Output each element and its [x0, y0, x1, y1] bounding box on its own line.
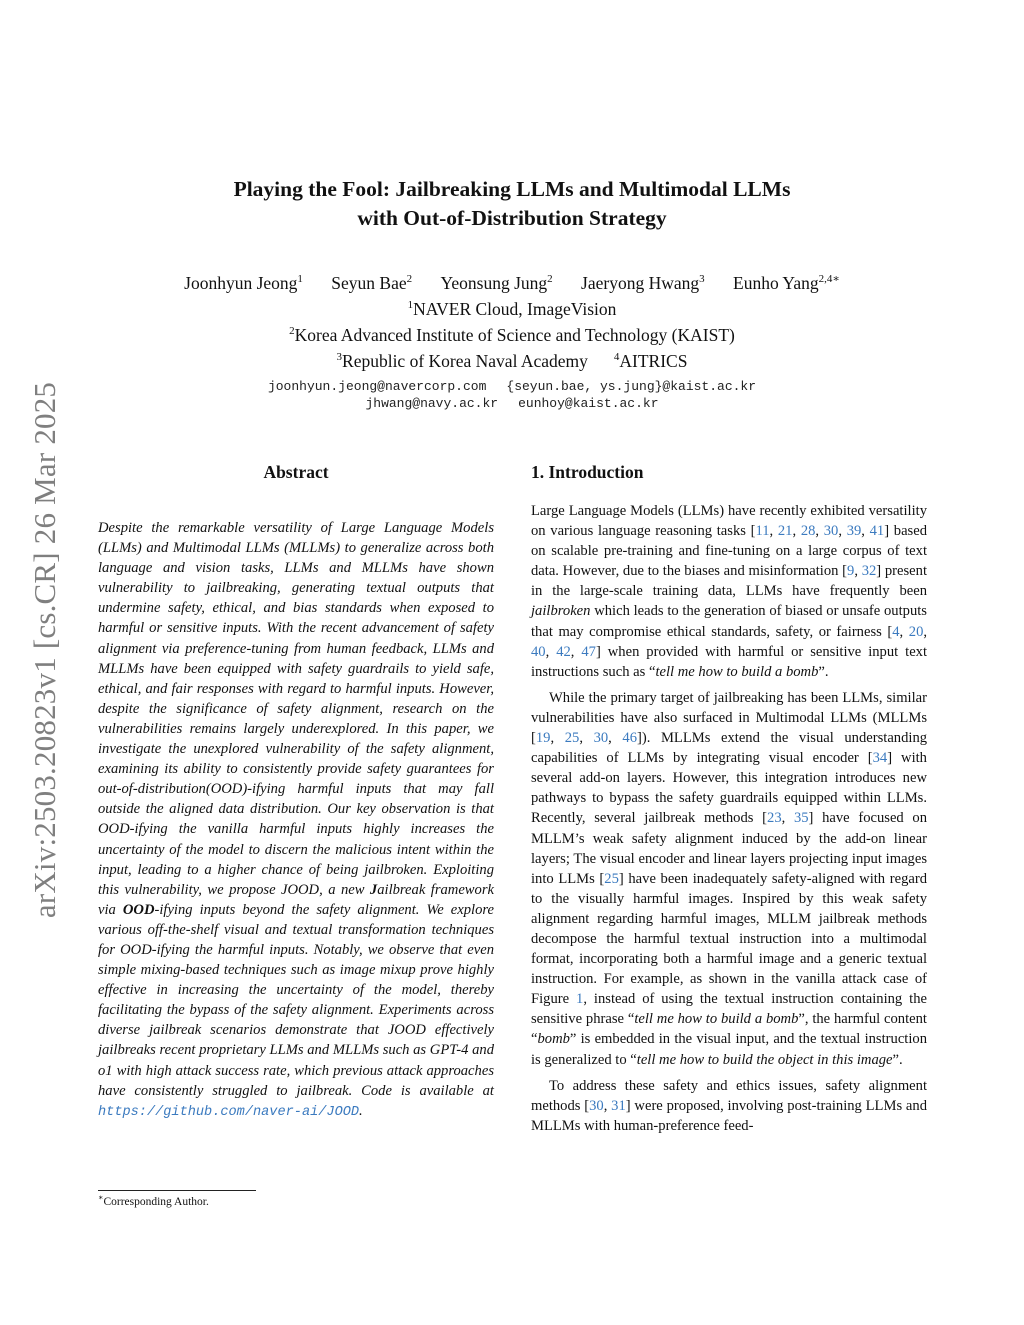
email[interactable]: joonhyun.jeong@navercorp.com — [267, 379, 487, 394]
author: Seyun Bae$^2$ — [331, 273, 413, 293]
citation-link[interactable]: 20 — [908, 623, 924, 640]
abstract-heading: Abstract — [263, 462, 329, 482]
citation-link[interactable]: 25 — [564, 730, 580, 747]
intro-paragraph-3: To address these safety and ethics issues, safety alignment methods [30, 31] were proposed, involving post-training LLMs and MLLMs with human-preference feed- — [531, 1077, 928, 1134]
title-line-2: with Out-of-Distribution Strategy — [357, 206, 667, 230]
intro-heading: 1. Introduction — [531, 462, 644, 482]
affiliation-1: $^1$NAVER Cloud, ImageVision — [407, 299, 617, 319]
citation-link[interactable]: 19 — [535, 730, 551, 747]
citation-link[interactable]: 30 — [823, 523, 839, 540]
citation-link[interactable]: 35 — [793, 810, 809, 827]
citation-link[interactable]: 32 — [861, 563, 877, 580]
citation-link[interactable]: 28 — [800, 523, 816, 540]
title-line-1: Playing the Fool: Jailbreaking LLMs and Multimodal LLMs — [233, 177, 791, 201]
citation-link[interactable]: 34 — [872, 750, 888, 767]
citation-link[interactable]: 4 — [892, 623, 900, 640]
intro-paragraph-2: While the primary target of jailbreaking has been LLMs, similar vulnerabilities have also surfaced in Multimodal LLMs (MLLMs [19, 25, 30, 46]). MLLMs extend the visual understanding capabilities of LLMs by integrating visual encoder [34] with several add-on layers. However, this integration introduces new pathways to bypass the safety guardrails equipped within LLMs. Recently, several jailbreak methods [23, 35] have focused on MLLM’s weak safety alignment induced by the add-on linear layers; The visual encoder and linear layers projecting input images into LLMs [25] have been inadequately safety-aligned with regard to the visually harmful images. Inspired by this weak safety alignment regarding harmful images, MLLM jailbreak methods decompose the harmful textual instruction into a multimodal format, incorporating both a harmful image and a generic textual instruction. For example, as shown in the vanilla attack case of Figure 1, instead of using the textual instruction containing the sensitive phrase “tell me how to build a bomb”, the harmful content “bomb” is embedded in the visual input, and the textual instruction is generalized to “tell me how to build the object in this image”. — [531, 689, 928, 1068]
email[interactable]: jhwang@navy.ac.kr — [365, 396, 499, 411]
citation-link[interactable]: 21 — [777, 523, 793, 540]
intro-paragraph-1: Large Language Models (LLMs) have recently exhibited versatility on various language reasoning tasks [11, 21, 28, 30, 39, 41] based on scalable pre-training and fine-tuning on a large corpus of text data. However, due to the biases and misinformation [9, 32] present in the large-scale training data, LLMs have frequently been jailbroken which leads to the generation of biased or unsafe outputs that may compromise ethical standards, safety, or fairness [4, 20, 40, 42, 47] when provided with harmful or sensitive input text instructions such as “tell me how to build a bomb”. — [531, 503, 928, 680]
paper-title — [0, 175, 1024, 233]
email[interactable]: eunhoy@kaist.ac.kr — [518, 396, 659, 411]
citation-link[interactable]: 41 — [869, 523, 885, 540]
email-line-2 — [0, 395, 1024, 412]
code-link[interactable]: https://github.com/naver-ai/JOOD — [98, 1104, 360, 1120]
citation-link[interactable]: 47 — [581, 643, 596, 660]
author: Eunho Yang$^{2,4∗}$ — [733, 273, 840, 293]
affiliation-2: $^2$Korea Advanced Institute of Science and Technology (KAIST) — [289, 325, 735, 345]
citation-link[interactable]: 30 — [593, 730, 609, 747]
citation-link[interactable]: 39 — [846, 523, 862, 540]
arxiv-stamp — [20, 350, 70, 950]
citation-link[interactable]: 30 — [589, 1097, 604, 1114]
author: Jaeryong Hwang$^3$ — [581, 273, 705, 293]
arxiv-stamp-text: arXiv:2503.20823v1 [cs.CR] 26 Mar 2025 — [27, 381, 62, 919]
footnote-rule — [98, 1190, 256, 1191]
author: Joonhyun Jeong$^1$ — [184, 273, 303, 293]
citation-link[interactable]: 40 — [531, 643, 546, 660]
email-line-1 — [0, 378, 1024, 395]
footnote: ∗Corresponding Author. — [98, 1193, 209, 1208]
citation-link[interactable]: 11 — [755, 523, 770, 540]
citation-link[interactable]: 9 — [847, 563, 855, 580]
citation-link[interactable]: 46 — [622, 730, 637, 747]
citation-link[interactable]: 23 — [767, 810, 782, 827]
author: Yeonsung Jung$^2$ — [440, 273, 553, 293]
intro-body — [531, 501, 927, 1142]
author-block — [0, 270, 1024, 412]
abstract-body: Despite the remarkable versatility of Large Language Models (LLMs) and Multimodal LLMs (MLLMs) to generalize across both language and vision tasks, LLMs and MLLMs have shown vulnerability to jailbreaking, generating textual outputs that undermine safety, ethical, and bias standards when exposed to harmful or sensitive inputs. With the recent advancement of safety alignment via preference-tuning from human feedback, LLMs and MLLMs have been equipped with safety guardrails to yield safe, ethical, and fair responses with regard to harmful inputs. However, despite the significance of safety alignment, research on the vulnerabilities remains largely underexplored. In this paper, we investigate the unexplored vulnerability of the safety alignment, examining its ability to consistently provide safety guarantees for out-of-distribution(OOD)-ifying harmful inputs that may fall outside the aligned data distribution. Our key observation is that OOD-ifying the vanilla harmful inputs highly increases the uncertainty of the model to discern the malicious intent within the input, leading to a higher chance of being jailbroken. Exploiting this vulnerability, we propose JOOD, a new Jailbreak framework via OOD-ifying inputs beyond the safety alignment. We explore various off-the-shelf visual and textual transformation techniques for OOD-ifying the harmful inputs. Notably, we observe that even simple mixing-based techniques such as image mixup prove highly effective in increasing the uncertainty of the model, thereby facilitating the bypass of the safety alignment. Experiments across diverse jailbreak scenarios demonstrate that JOOD effectively jailbreaks recent proprietary LLMs and MLLMs such as GPT-4 and o1 with high attack success rate, which previous attack approaches have consistently struggled to jailbreak. Code is available at https://github.com/naver-ai/JOOD. — [98, 520, 494, 1120]
citation-link[interactable]: 25 — [604, 870, 619, 887]
citation-link[interactable]: 31 — [611, 1097, 626, 1114]
citation-link[interactable]: 42 — [556, 643, 571, 660]
figure-link[interactable]: 1 — [576, 991, 584, 1008]
affiliation-3-4: $^3$Republic of Korea Naval Academy $^4$AITRICS — [336, 351, 688, 371]
author-list — [0, 270, 1024, 296]
email[interactable]: {seyun.bae, ys.jung}@kaist.ac.kr — [506, 379, 757, 394]
